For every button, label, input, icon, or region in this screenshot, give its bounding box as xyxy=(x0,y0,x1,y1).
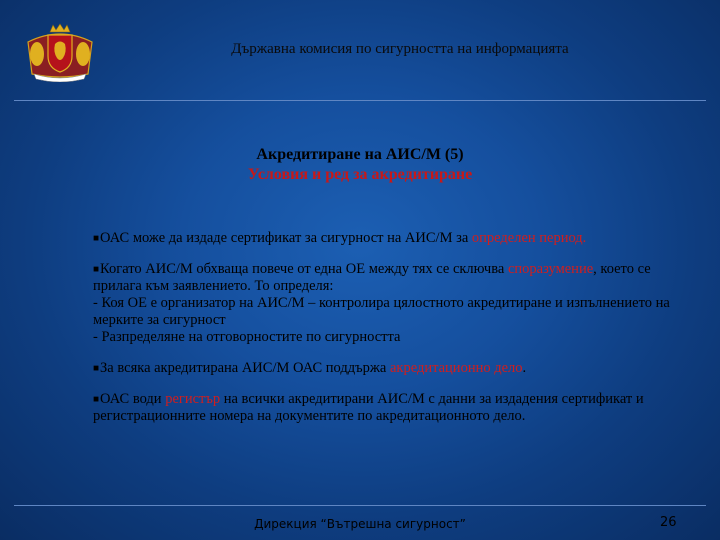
slide-title: Акредитиране на АИС/М (5) xyxy=(256,146,464,163)
slide-body xyxy=(93,230,683,439)
bullet-icon: ■ xyxy=(93,394,100,405)
slide-subtitle: Условия и ред за акредитиране xyxy=(247,166,473,183)
paragraph-text: ОАС може да издаде сертификат за сигурност на АИС/М за xyxy=(100,230,472,246)
bullet-icon: ■ xyxy=(93,233,100,244)
organization-name: Държавна комисия по сигурността на информацията xyxy=(231,41,569,57)
paragraph-2 xyxy=(93,261,683,346)
highlight-text: регистър xyxy=(165,391,221,407)
highlight-text: споразумение xyxy=(507,261,594,277)
paragraph-text: Когато АИС/М обхваща повече от една ОЕ между тях се сключва xyxy=(100,261,508,277)
paragraph-text: , което се прилага към заявлението. То определя: xyxy=(93,261,651,294)
footer-text: Дирекция “Вътрешна сигурност” xyxy=(254,517,466,531)
coat-of-arms-icon xyxy=(22,22,98,82)
highlight-text: определен период. xyxy=(471,230,587,246)
paragraph-text: на всички акредитирани АИС/М с данни за издадения сертификат и регистрационните номера на документите по акредитационното дело. xyxy=(93,391,644,424)
paragraph-text: За всяка акредитирана АИС/М ОАС поддържа xyxy=(100,360,390,376)
paragraph-3 xyxy=(93,360,683,377)
paragraph-1 xyxy=(93,230,683,247)
paragraph-text: ОАС води xyxy=(100,391,166,407)
bullet-icon: ■ xyxy=(93,363,100,374)
paragraph-4 xyxy=(93,391,683,425)
page-number: 26 xyxy=(660,515,677,530)
footer-divider xyxy=(14,505,706,506)
highlight-text: акредитационно дело xyxy=(389,360,523,376)
header-divider xyxy=(14,100,706,101)
sub-item: - Коя ОЕ е организатор на АИС/М – контролира цялостното акредитиране и изпълнението на мерките за сигурност xyxy=(93,295,670,328)
paragraph-text: . xyxy=(522,360,527,376)
bullet-icon: ■ xyxy=(93,264,100,275)
sub-item: - Разпределяне на отговорностите по сигурността xyxy=(93,329,401,345)
